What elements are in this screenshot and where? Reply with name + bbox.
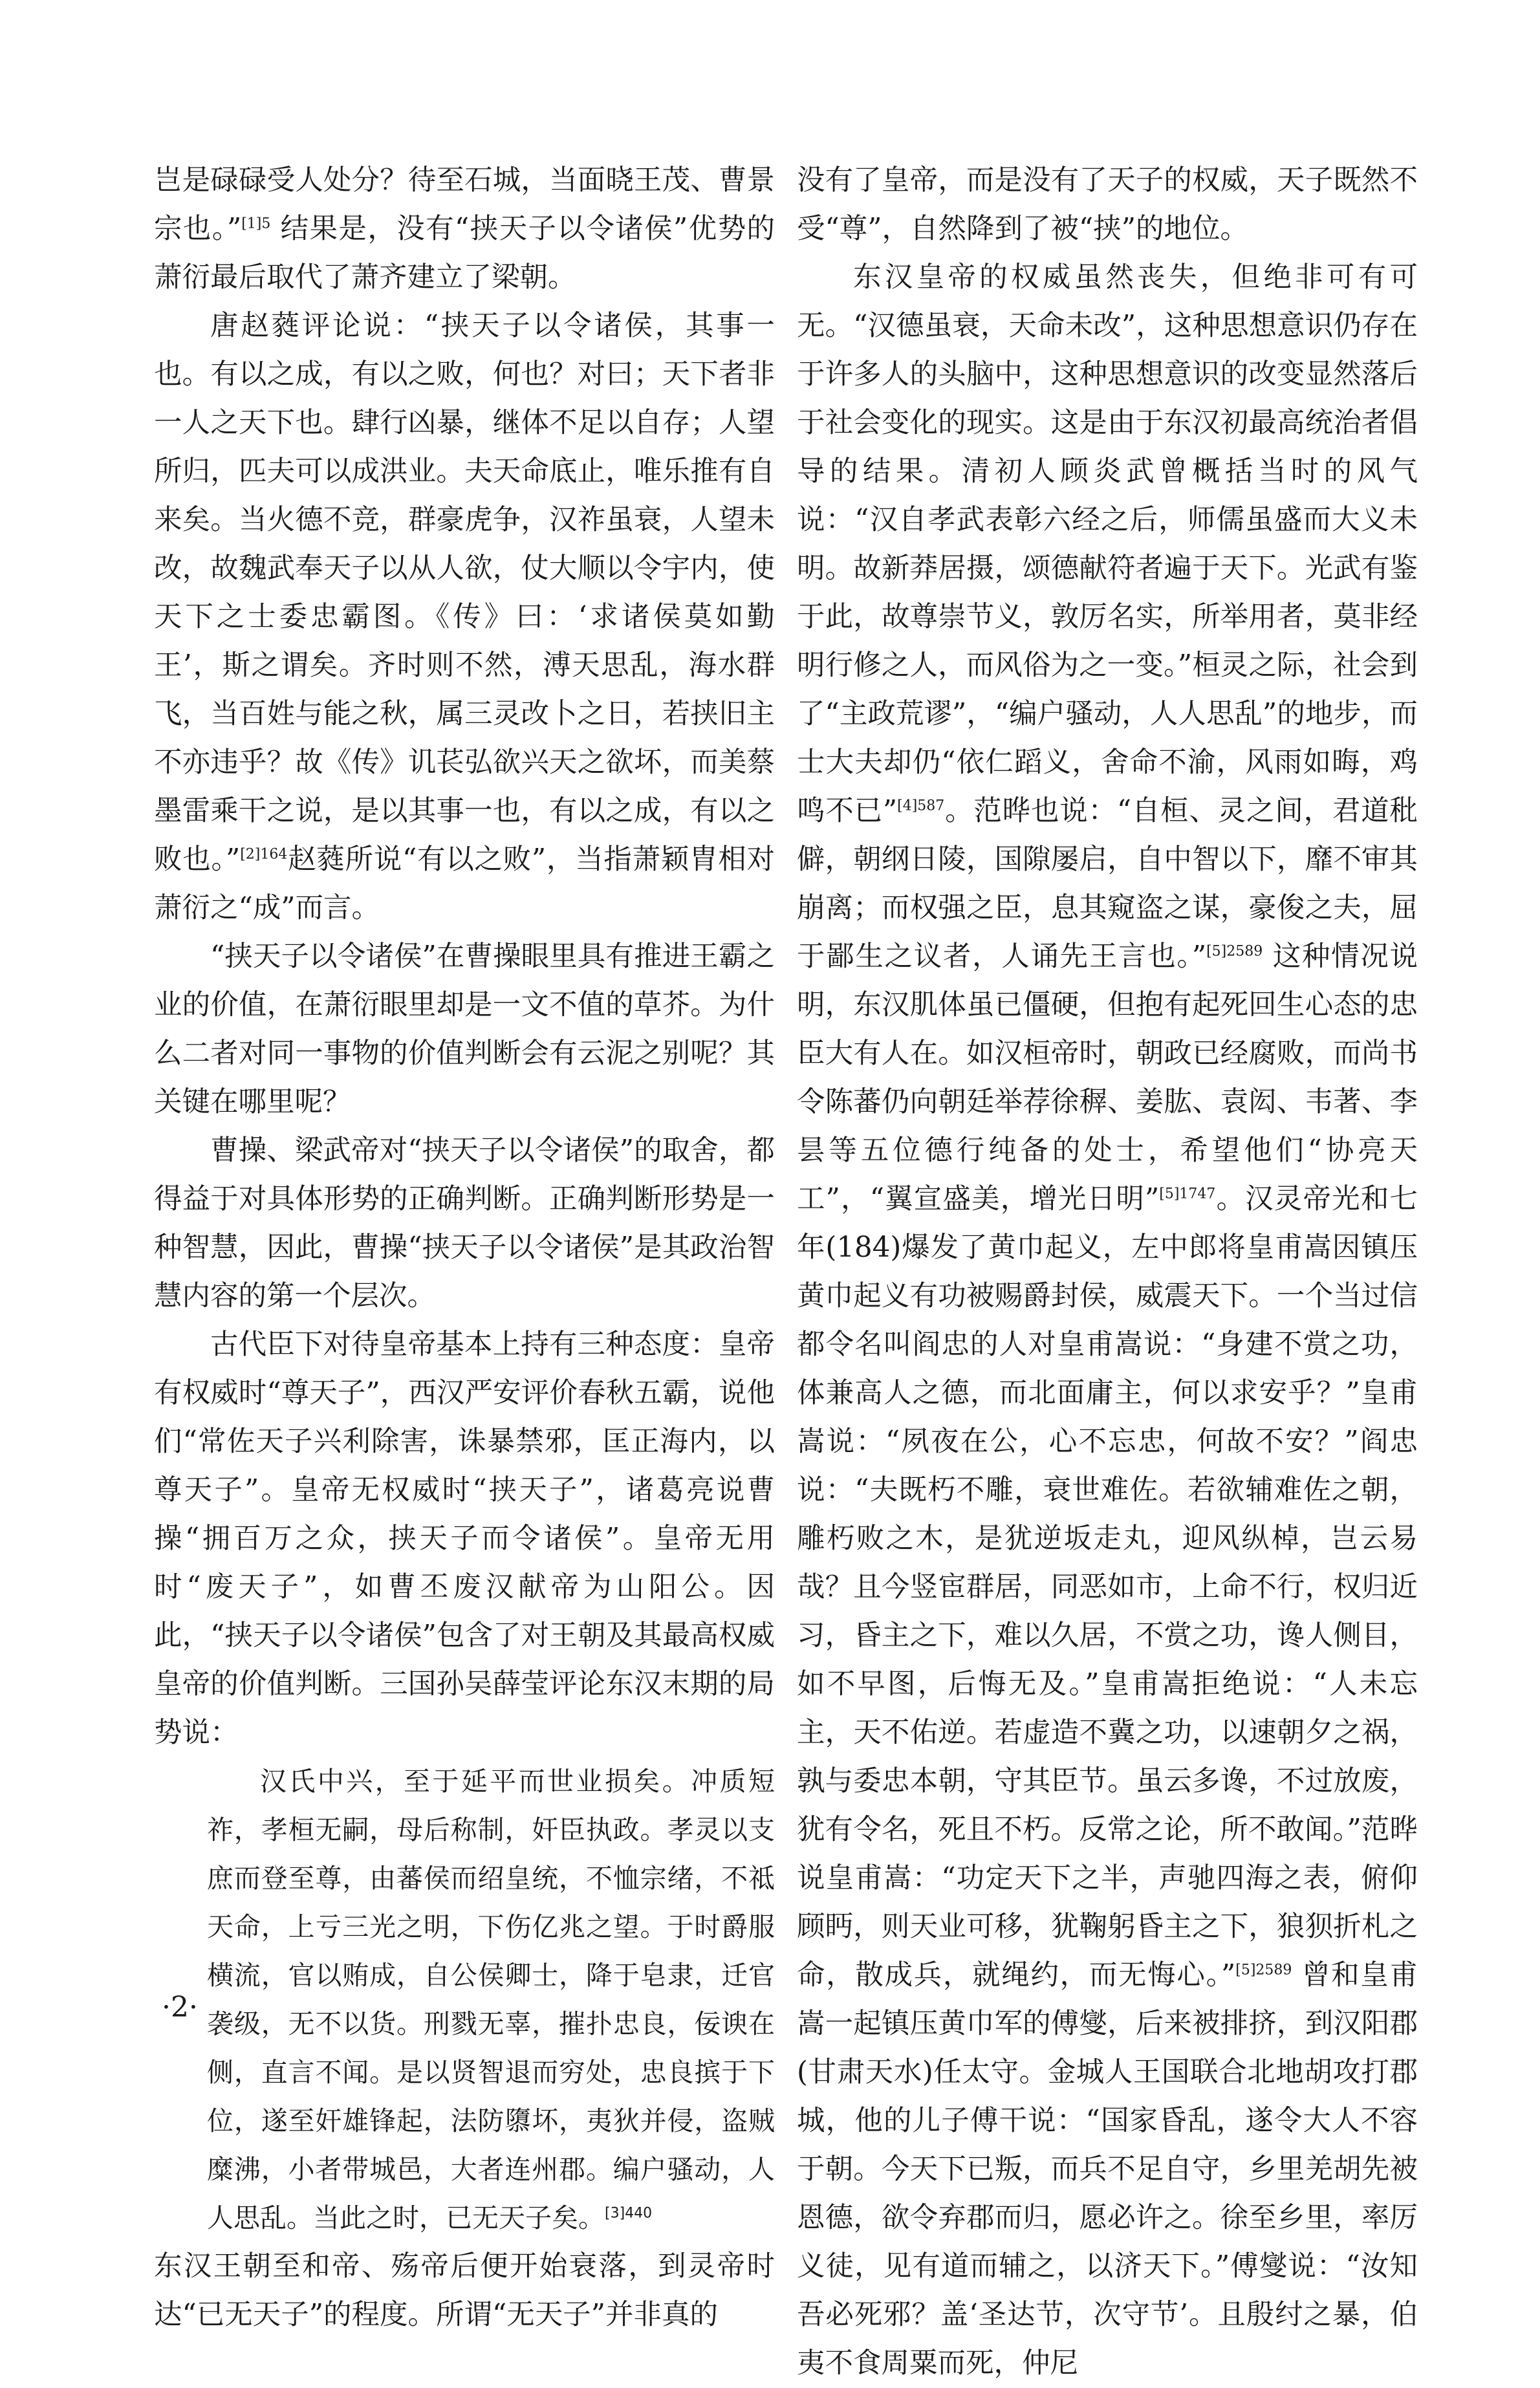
right-column (797, 157, 1418, 2380)
paragraph: 古代臣下对待皇帝基本上持有三种态度：皇帝有权威时“尊天子”，西汉严安评价春秋五霸，说他们“常佐天子兴利除害，诛暴禁邪，匡正海内，以尊天子”。皇帝无权威时“挟天子”，诸葛亮说曹操“拥百万之众，挟天子而令诸侯”。皇帝无用时“废天子”，如曹丕废汉献帝为山阳公。因此，“挟天子以令诸侯”包含了对王朝及其最高权威皇帝的价值判断。三国孙吴薛莹评论东汉末期的局势说： (154, 1329, 775, 1749)
citation-ref: [5]2589 (1235, 1962, 1292, 1979)
page-number: ·2· (162, 1991, 198, 2024)
paragraph: 岂是碌碌受人处分？待至石城，当面晓王茂、曹景宗也。”$^{[1]5}$ 结果是，没有“挟天子以令诸侯”优势的萧衍最后取代了萧齐建立了梁朝。 (154, 164, 775, 294)
citation-ref: [1]5 (241, 215, 271, 232)
paragraph: 曹操、梁武帝对“挟天子以令诸侯”的取舍，都得益于对具体形势的正确判断。正确判断形势是一种智慧，因此，曹操“挟天子以令诸侯”是其政治智慧内容的第一个层次。 (154, 1134, 775, 1312)
paragraph: 东汉皇帝的权威虽然丧失，但绝非可有可无。“汉德虽衰，天命未改”，这种思想意识仍存在于许多人的头脑中，这种思想意识的改变显然落后于社会变化的现实。这是由于东汉初最高统治者倡导的结果。清初人顾炎武曾概括当时的风气说：“汉自孝武表彰六经之后，师儒虽盛而大义未明。故新莽居摄，颂德献符者遍于天下。光武有鉴于此，故尊崇节义，敦厉名实，所举用者，莫非经明行修之人，而风俗为之一变。”桓灵之际，社会到了“主政荒谬”，“编户骚动，人人思乱”的地步，而士大夫却仍“依仁蹈义，舍命不渝，风雨如晦，鸡鸣不已”$^{[4]587}$。范晔也说：“自桓、灵之间，君道秕僻，朝纲日陵，国隙屡启，自中智以下，靡不审其崩离；而权强之臣，息其窥盗之谋，豪俊之夫，屈于鄙生之议者，人诵先王言也。”$^{[5]2589}$ 这种情况说明，东汉肌体虽已僵硬，但抱有起死回生心态的忠臣大有人在。如汉桓帝时，朝政已经腐败，而尚书令陈蕃仍向朝廷举荐徐稺、姜肱、袁闳、韦著、李昙等五位德行纯备的处士，希望他们“协亮天工”，“翼宣盛美，增光日明”$^{[5]1747}$。汉灵帝光和七年(184)爆发了黄巾起义，左中郎将皇甫嵩因镇压黄巾起义有功被赐爵封侯，威震天下。一个当过信都令名叫阎忠的人对皇甫嵩说：“身建不赏之功，体兼高人之德，而北面庸主，何以求安乎？”皇甫嵩说：“夙夜在公，心不忘忠，何故不安？”阎忠说：“夫既朽不雕，衰世难佐。若欲辅难佐之朝，雕朽败之木，是犹逆坂走丸，迎风纵棹，岂云易哉？且今竖宦群居，同恶如市，上命不行，权归近习，昏主之下，难以久居，不赏之功，谗人侧目，如不早图，后悔无及。”皇甫嵩拒绝说：“人未忘主，天不佑逆。若虚造不冀之功，以速朝夕之祸，孰与委忠本朝，守其臣节。虽云多谗，不过放废，犹有令名，死且不朽。反常之论，所不敢闻。”范晔说皇甫嵩：“功定天下之半，声驰四海之表，俯仰顾眄，则天业可移，犹鞠躬昏主之下，狼狈折札之命，散成兵，就绳约，而无悔心。”$^{[5]2589}$ 曾和皇甫嵩一起镇压黄巾军的傅燮，后来被排挤，到汉阳郡(甘肃天水)任太守。金城人王国联合北地胡攻打郡城，他的儿子傅干说：“国家昏乱，遂令大人不容于朝。今天下已叛，而兵不足自守，乡里羌胡先被恩德，欲令弃郡而归，愿必许之。徐至乡里，率厉义徒，见有道而辅之，以济天下。”傅燮说：“汝知吾必死邪？盖‘圣达节，次守节’。且殷纣之暴，伯夷不食周粟而死，仲尼 (797, 261, 1418, 2380)
paragraph: 东汉王朝至和帝、殇帝后便开始衰落，到灵帝时达“已无天子”的程度。所谓“无天子”并非真的 (154, 2250, 775, 2331)
citation-ref: [3]440 (605, 2205, 653, 2222)
paragraph: 没有了皇帝，而是没有了天子的权威，天子既然不受“尊”，自然降到了被“挟”的地位。 (797, 164, 1418, 245)
citation-ref: [5]1747 (1159, 1186, 1216, 1202)
citation-ref: [5]2589 (1206, 943, 1263, 960)
left-column (154, 157, 775, 2331)
citation-ref: [4]587 (897, 798, 945, 814)
block-quote: 汉氏中兴，至于延平而世业损矣。冲质短祚，孝桓无嗣，母后称制，奸臣执政。孝灵以支庶而登至尊，由蕃侯而绍皇统，不恤宗绪，不祗天命，上亏三光之明，下伤亿兆之望。于时爵服横流，官以贿成，自公侯卿士，降于皂隶，迁官袭级，无不以货。刑戮无辜，摧扑忠良，佞谀在侧，直言不闻。是以贤智退而穷处，忠良摈于下位，遂至奸雄锋起，法防隳坏，夷狄并侵，盗贼糜沸，小者带城邑，大者连州郡。编户骚动，人人思乱。当此之时，已无天子矣。$^{[3]440}$ (207, 1766, 775, 2233)
paragraph: “挟天子以令诸侯”在曹操眼里具有推进王霸之业的价值，在萧衍眼里却是一文不值的草芥。为什么二者对同一事物的价值判断会有云泥之别呢？其关键在哪里呢？ (154, 940, 775, 1118)
paragraph: 唐赵蕤评论说：“挟天子以令诸侯，其事一也。有以之成，有以之败，何也？对曰；天下者非一人之天下也。肆行凶暴，继体不足以自存；人望所归，匹夫可以成洪业。夫天命底止，唯乐推有自来矣。当火德不竞，群豪虎争，汉祚虽衰，人望未改，故魏武奉天子以从人欲，仗大顺以令宇内，使天下之士委忠霸图。《传》曰：‘求诸侯莫如勤王’，斯之谓矣。齐时则不然，溥天思乱，海水群飞，当百姓与能之秋，属三灵改卜之日，若挟旧主不亦违乎？故《传》讥苌弘欲兴天之欲坏，而美蔡墨雷乘干之说，是以其事一也，有以之成，有以之败也。”$^{[2]164}$赵蕤所说“有以之败”，当指萧颖胄相对萧衍之“成”而言。 (154, 310, 775, 924)
citation-ref: [2]164 (240, 846, 288, 863)
